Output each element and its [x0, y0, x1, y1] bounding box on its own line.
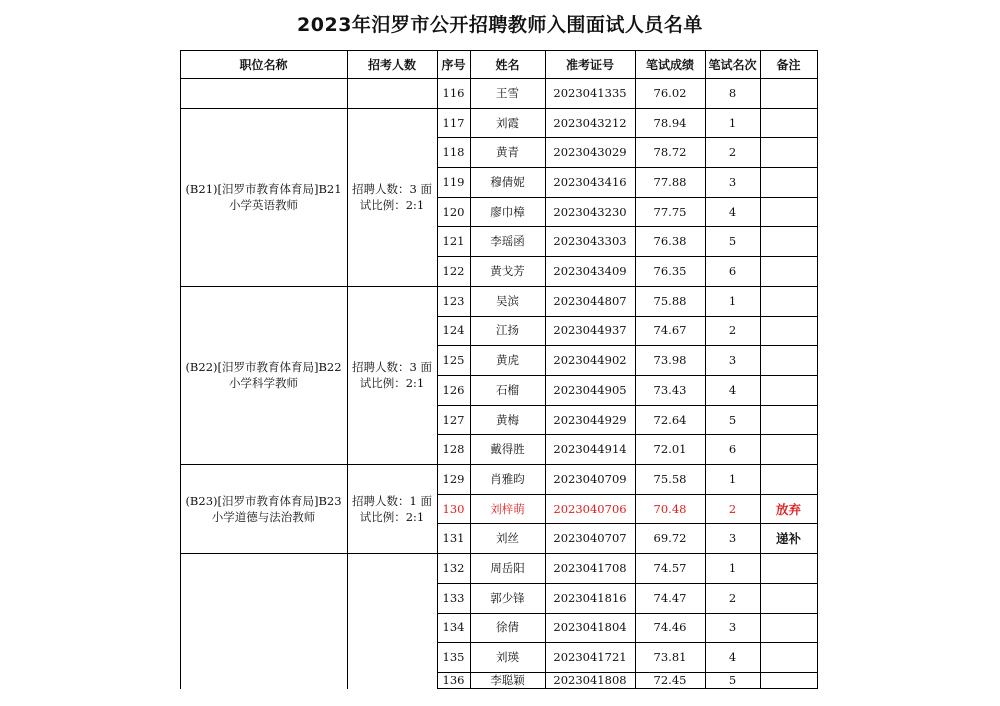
rank-cell: 1 [728, 561, 737, 576]
note-cell [760, 375, 817, 405]
name-cell: 李瑶函 [490, 234, 525, 249]
column-border [760, 50, 761, 689]
name-cell: 江扬 [496, 323, 519, 338]
score-cell: 74.57 [653, 561, 687, 576]
column-border [347, 50, 348, 689]
column-border [817, 50, 818, 689]
note-cell [760, 672, 817, 688]
note-cell [760, 227, 817, 257]
score-cell: 70.48 [653, 501, 687, 516]
note-cell: 放弃 [775, 501, 801, 517]
position-name-cell: (B23)[汨罗市教育体育局]B23小学道德与法治教师 [185, 493, 342, 524]
rank-cell: 4 [728, 650, 737, 665]
rank-cell: 2 [728, 590, 737, 605]
id-cell: 2023040707 [553, 531, 627, 546]
score-cell: 74.67 [653, 323, 687, 338]
score-cell: 73.81 [653, 650, 687, 665]
name-cell: 黄戈芳 [490, 264, 525, 279]
column-border [545, 50, 546, 689]
score-cell: 78.72 [653, 145, 687, 160]
score-cell: 72.01 [653, 442, 687, 457]
score-cell: 76.35 [653, 264, 687, 279]
recruit-info-cell: 招聘人数：1 面试比例：2:1 [352, 493, 432, 524]
note-cell [760, 167, 817, 197]
rank-cell: 3 [728, 353, 737, 368]
column-header: 序号 [441, 57, 466, 72]
rank-cell: 1 [728, 293, 737, 308]
name-cell: 廖巾樟 [490, 204, 525, 219]
column-border [437, 50, 438, 689]
rank-cell: 5 [728, 673, 737, 687]
name-cell: 吴滨 [496, 293, 519, 308]
rank-cell: 2 [728, 501, 737, 516]
seq-cell: 130 [442, 501, 465, 516]
column-header: 职位名称 [239, 57, 288, 72]
seq-cell: 136 [442, 673, 465, 687]
name-cell: 刘霞 [496, 115, 519, 130]
rank-cell: 3 [728, 174, 737, 189]
seq-cell: 125 [442, 353, 465, 368]
seq-cell: 135 [442, 650, 465, 665]
score-cell: 74.47 [653, 590, 687, 605]
seq-cell: 120 [442, 204, 465, 219]
note-cell [760, 197, 817, 227]
seq-cell: 126 [442, 382, 465, 397]
note-cell [760, 316, 817, 346]
note-cell [760, 553, 817, 583]
name-cell: 李聪颖 [490, 673, 525, 687]
id-cell: 2023044929 [553, 412, 627, 427]
note-cell [760, 256, 817, 286]
seq-cell: 116 [442, 85, 465, 100]
note-cell [760, 405, 817, 435]
name-cell: 刘瑛 [496, 650, 519, 665]
note-cell [760, 78, 817, 108]
name-cell: 黄虎 [496, 353, 519, 368]
score-cell: 74.46 [653, 620, 687, 635]
rank-cell: 8 [728, 85, 737, 100]
id-cell: 2023040709 [553, 471, 627, 486]
seq-cell: 118 [442, 145, 465, 160]
seq-cell: 124 [442, 323, 465, 338]
name-cell: 黄青 [496, 145, 519, 160]
seq-cell: 133 [442, 590, 465, 605]
name-cell: 黄梅 [496, 412, 519, 427]
id-cell: 2023044807 [553, 293, 627, 308]
name-cell: 戴得胜 [490, 442, 525, 457]
name-cell: 徐倩 [496, 620, 519, 635]
rank-cell: 4 [728, 382, 737, 397]
note-cell [760, 434, 817, 464]
score-cell: 73.43 [653, 382, 687, 397]
rank-cell: 1 [728, 471, 737, 486]
position-name-cell [180, 78, 347, 108]
seq-cell: 119 [442, 174, 465, 189]
seq-cell: 123 [442, 293, 465, 308]
rank-cell: 3 [728, 531, 737, 546]
id-cell: 2023041808 [553, 673, 627, 687]
seq-cell: 131 [442, 531, 465, 546]
position-name-cell [180, 553, 347, 688]
score-cell: 73.98 [653, 353, 687, 368]
position-name-cell: (B21)[汨罗市教育体育局]B21小学英语教师 [185, 181, 342, 212]
id-cell: 2023044902 [553, 353, 627, 368]
id-cell: 2023043029 [553, 145, 627, 160]
column-header: 姓名 [495, 57, 520, 72]
id-cell: 2023043212 [553, 115, 627, 130]
score-cell: 77.75 [653, 204, 687, 219]
rank-cell: 2 [728, 323, 737, 338]
note-cell [760, 345, 817, 375]
page-title: 2023年汨罗市公开招聘教师入围面试人员名单 [297, 14, 703, 36]
score-cell: 76.38 [653, 234, 687, 249]
note-cell [760, 583, 817, 613]
name-cell: 石榴 [496, 382, 519, 397]
rank-cell: 2 [728, 145, 737, 160]
seq-cell: 117 [442, 115, 465, 130]
recruit-info-cell [347, 553, 437, 688]
column-border [705, 50, 706, 689]
note-cell [760, 642, 817, 672]
rank-cell: 3 [728, 620, 737, 635]
column-header: 备注 [776, 57, 801, 72]
position-name-cell: (B22)[汨罗市教育体育局]B22小学科学教师 [185, 359, 342, 390]
note-cell [760, 613, 817, 643]
note-cell [760, 286, 817, 316]
note-cell [760, 108, 817, 138]
id-cell: 2023044937 [553, 323, 627, 338]
rank-cell: 4 [728, 204, 737, 219]
seq-cell: 132 [442, 561, 465, 576]
seq-cell: 121 [442, 234, 465, 249]
note-cell: 递补 [775, 531, 801, 547]
rank-cell: 5 [728, 234, 737, 249]
note-cell [760, 137, 817, 167]
seq-cell: 127 [442, 412, 465, 427]
id-cell: 2023044914 [553, 442, 627, 457]
name-cell: 穆倩妮 [490, 174, 525, 189]
id-cell: 2023043409 [553, 264, 627, 279]
rank-cell: 5 [728, 412, 737, 427]
column-header: 准考证号 [565, 57, 614, 72]
seq-cell: 129 [442, 471, 465, 486]
seq-cell: 128 [442, 442, 465, 457]
score-cell: 76.02 [653, 85, 687, 100]
name-cell: 郭少锋 [490, 590, 525, 605]
id-cell: 2023041708 [553, 561, 627, 576]
score-cell: 72.45 [653, 673, 687, 687]
recruit-info-cell: 招聘人数：3 面试比例：2:1 [352, 359, 432, 390]
rank-cell: 1 [728, 115, 737, 130]
id-cell: 2023041721 [553, 650, 627, 665]
seq-cell: 122 [442, 264, 465, 279]
recruit-info-cell [347, 78, 437, 108]
id-cell: 2023044905 [553, 382, 627, 397]
id-cell: 2023043416 [553, 174, 627, 189]
seq-cell: 134 [442, 620, 465, 635]
recruit-info-cell: 招聘人数：3 面试比例：2:1 [352, 181, 432, 212]
rank-cell: 6 [728, 264, 737, 279]
id-cell: 2023041804 [553, 620, 627, 635]
score-cell: 77.88 [653, 174, 687, 189]
column-header: 笔试成绩 [645, 57, 694, 72]
score-cell: 78.94 [653, 115, 687, 130]
id-cell: 2023040706 [553, 501, 627, 516]
score-cell: 72.64 [653, 412, 687, 427]
column-header: 招考人数 [367, 57, 416, 72]
name-cell: 刘梓萌 [490, 501, 525, 516]
column-border [180, 50, 181, 689]
name-cell: 王雪 [496, 85, 519, 100]
id-cell: 2023043230 [553, 204, 627, 219]
note-cell [760, 464, 817, 494]
id-cell: 2023043303 [553, 234, 627, 249]
column-border [470, 50, 471, 689]
column-header: 笔试名次 [708, 57, 757, 72]
id-cell: 2023041335 [553, 85, 627, 100]
column-border [635, 50, 636, 689]
score-cell: 69.72 [653, 531, 687, 546]
name-cell: 刘丝 [496, 531, 519, 546]
score-cell: 75.88 [653, 293, 687, 308]
name-cell: 肖雅昀 [490, 471, 525, 486]
name-cell: 周岳阳 [490, 561, 525, 576]
score-cell: 75.58 [653, 471, 687, 486]
rank-cell: 6 [728, 442, 737, 457]
id-cell: 2023041816 [553, 590, 627, 605]
